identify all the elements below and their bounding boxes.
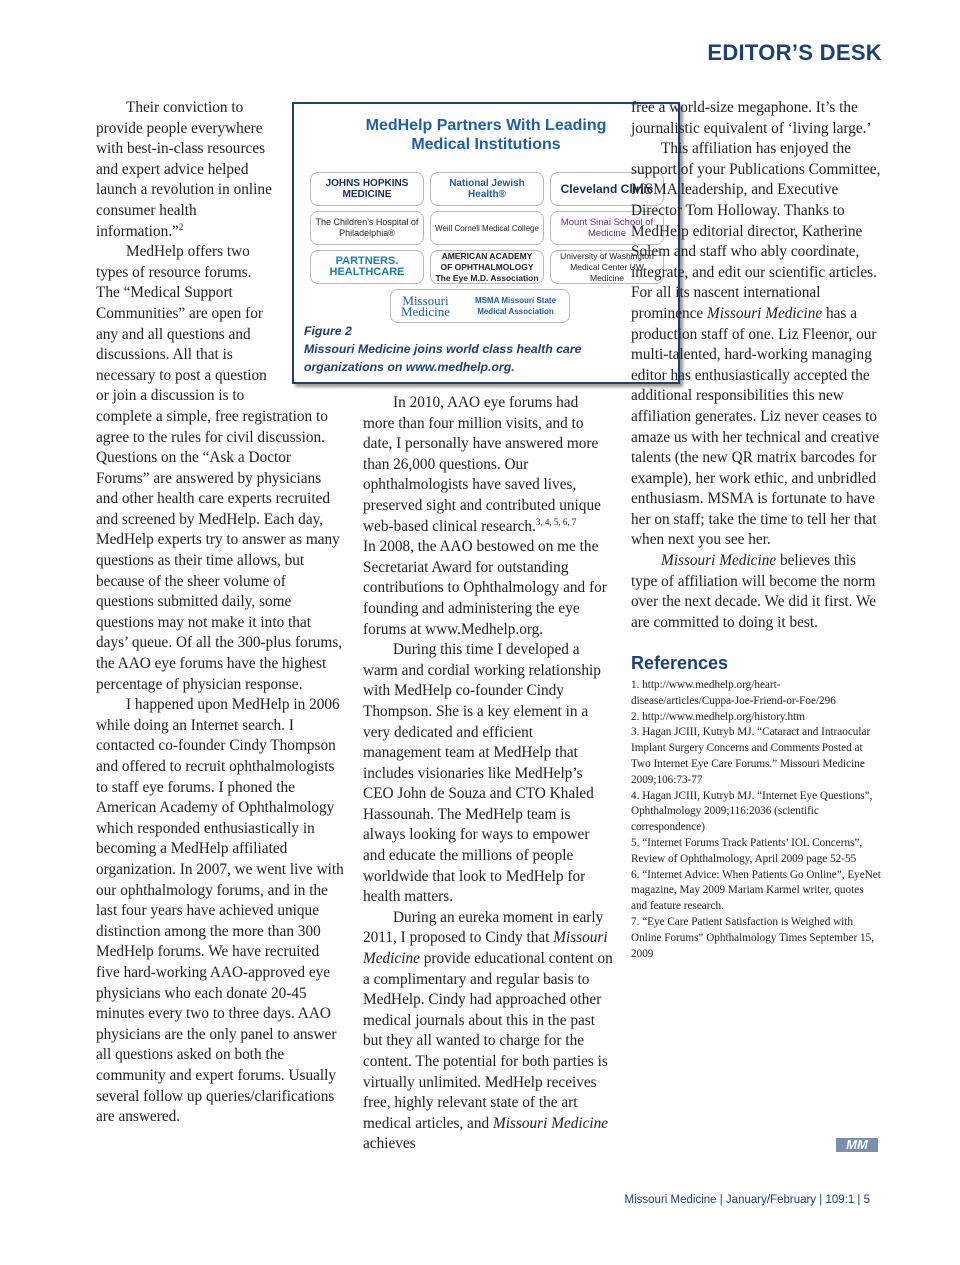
mount-sinai-logo: Mount Sinai School of Medicine: [550, 211, 664, 245]
reference-item: 7. “Eye Care Patient Satisfaction is Weighed with Online Forums” Ophthalmology Times September 15, 2009: [631, 915, 875, 960]
paragraph: This affiliation has enjoyed the support of your Publications Committee, MSMA leadership, and Executive Director Tom Holloway. Thanks to MedHelp editorial director, Katherine Solem and staff who ably coordinate, integrate, and edit our scientific articles. For all its nascent international: [631, 140, 881, 302]
reference-item: 6. “Internet Advice: When Patients Go Online”, EyeNet magazine, May 2009 Mariam Karmel writer, quotes and feature research.: [631, 868, 881, 913]
paragraph: [631, 304, 881, 551]
column-2: [363, 393, 613, 1155]
reference-item: 1. http://www.medhelp.org/heart-disease/articles/Cuppa-Joe-Friend-or-Foe/296: [631, 679, 836, 707]
paragraph: I happened upon MedHelp in 2006 while doing an Internet search. I contacted co-founder Cindy Thompson and offered to recruit ophthalmologists to staff eye forums. I phoned the American Academy of Ophthalmology which responded enthusiastically in becoming a MedHelp affiliated organization. In 2007, we went live with our ophthalmology forums, and in the last four years have achieved unique distinction among the more than 300 MedHelp forums. We have recruited five hard-working AAO-approved eye physicians who each donate 20-45 minutes every two to three days. AAO physicians are the only panel to answer all questions asked on both the community and expert forums. Usually several follow up queries/clarifications are answered.: [96, 696, 344, 1126]
page-footer: Missouri Medicine | January/February | 109:1 | 5: [624, 1194, 870, 1206]
paragraph-text: believes this type of affiliation will become the norm over the next decade. We did it first. We are committed to doing it best.: [631, 552, 877, 631]
journal-name: Missouri Medicine: [363, 929, 608, 968]
paragraph: [96, 98, 276, 242]
journal-name: Missouri Medicine: [661, 552, 777, 570]
figure-caption: [304, 322, 581, 376]
national-jewish-logo: National Jewish Health®: [430, 172, 544, 206]
figure-title-line: MedHelp Partners With Leading: [365, 117, 607, 134]
uw-medical-center-logo: University of Washington Medical Center UW Medicine: [550, 250, 664, 284]
paragraph: MedHelp offers two types of resource forums. The “Medical Support Communities” are open for any and all questions and discussions. All that is necessary to post a question or join a discussion is to: [96, 243, 267, 405]
paragraph: [631, 551, 881, 633]
citation: 3, 4, 5, 6, 7: [535, 516, 577, 527]
chop-logo: The Children’s Hospital of Philadelphia®: [310, 211, 424, 245]
reference-item: 2. http://www.medhelp.org/history.htm: [631, 710, 805, 723]
weill-cornell-logo: Weill Cornell Medical College: [430, 211, 544, 245]
cleveland-clinic-logo: Cleveland Clinic: [550, 172, 664, 206]
logo-text: MSMA Missouri State Medical Association: [474, 296, 557, 316]
paragraph-text: prominence: [631, 304, 708, 322]
journal-name: Missouri Medicine: [707, 304, 823, 322]
paragraph: free a world-size megaphone. It’s the journalistic equivalent of ‘living large.’: [631, 99, 872, 137]
paragraph: [363, 393, 613, 537]
figure-2: [292, 102, 680, 384]
section-title: EDITOR’S DESK: [707, 40, 882, 65]
logo-text: Missouri Medicine: [400, 293, 451, 319]
end-mark-logo: MM: [836, 1138, 878, 1152]
aao-logo: AMERICAN ACADEMY OF OPHTHALMOLOGY The Eye M.D. Association: [430, 250, 544, 284]
paragraph: [363, 908, 613, 1155]
paragraph-text: Their conviction to provide people everywhere with best-in-class resources and expert advice helped launch a revolution in online consumer health information.”: [96, 99, 272, 240]
references-list: [631, 678, 881, 962]
paragraph: In 2008, the AAO bestowed on me the Secretariat Award for outstanding contributions to Ophthalmology and for founding and administering the eye forums at www.Medhelp.org.: [363, 538, 607, 638]
paragraph: During this time I developed a warm and cordial working relationship with MedHelp co-founder Cindy Thompson. She is a key element in a very dedicated and efficient management team at MedHelp that includes visionaries like MedHelp’s CEO John de Souza and CTO Khaled Hassounah. The MedHelp team is always looking for ways to empower and educate the millions of people worldwide that look to MedHelp for health matters.: [363, 641, 601, 906]
column-3: [631, 98, 881, 962]
partners-logo: PARTNERS. HEALTHCARE: [310, 250, 424, 284]
missouri-medicine-logo: [390, 289, 570, 323]
caption-line: organizations on www.medhelp.org.: [304, 360, 515, 374]
reference-item: 3. Hagan JCIII, Kutryb MJ. “Cataract and Intraocular Implant Surgery Concerns and Comments Posted at Two Internet Eye Care Forums.” Missouri Medicine 2009;106:73-77: [631, 726, 871, 786]
references-heading: References: [631, 653, 729, 674]
figure-title: [294, 116, 678, 154]
journal-name: Missouri Medicine: [492, 1114, 609, 1132]
johns-hopkins-logo: JOHNS HOPKINS MEDICINE: [310, 172, 424, 206]
caption-label: Figure 2: [304, 324, 352, 338]
caption-line: Missouri Medicine joins world class health care: [304, 342, 582, 356]
figure-title-line: Medical Institutions: [411, 136, 561, 153]
paragraph-text: achieves: [363, 1135, 416, 1153]
reference-item: 4. Hagan JCIII, Kutryb MJ. “Internet Eye Questions”, Ophthalmology 2009;116:2036 (scientific correspondence): [631, 789, 873, 834]
paragraph-text: During an eureka moment in early 2011, I proposed to Cindy that: [363, 908, 604, 947]
paragraph-text: In 2010, AAO eye forums had more than four million visits, and to date, I personally have answered more than 26,000 questions. Our ophthalmologists have saved lives, preserved sight and contributed unique web-based clinical research.: [363, 394, 601, 535]
paragraph: complete a simple, free registration to agree to the rules for civil discussion. Questions on the “Ask a Doctor Forums” are answered by physicians and other health care experts recruited and screened by MedHelp. Each day, MedHelp experts try to answer as many questions as their time allows, but because of the sheer volume of questions submitted daily, some questions may not make it into that days’ queue. Of all the 300-plus forums, the AAO eye forums have the highest percentage of physician response.: [96, 407, 343, 693]
citation: 2: [178, 221, 184, 232]
reference-item: 5. “Internet Forums Track Patients’ IOL Concerns”, Review of Ophthalmology, April 2009 page 52-55: [631, 837, 863, 865]
paragraph-text: has a production staff of one. Liz Fleenor, our multi-talented, hard-working managing editor has enthusiastically accepted the additional responsibilities this new affiliation generates. Liz never ceases to amaze us with her technical and creative talents (the new QR matrix barcodes for example), her work ethic, and unbridled enthusiasm. MSMA is fortunate to have her on staff; take the time to tell her that when next you see her.: [631, 304, 880, 549]
paragraph-text: provide educational content on a complimentary and regular basis to MedHelp. Cindy had approached other medical journals about this in the past but they all wanted to charge for the content. The potential for both parties is virtually unlimited. MedHelp receives free, highly relevant state of the art medical articles, and: [363, 950, 613, 1132]
